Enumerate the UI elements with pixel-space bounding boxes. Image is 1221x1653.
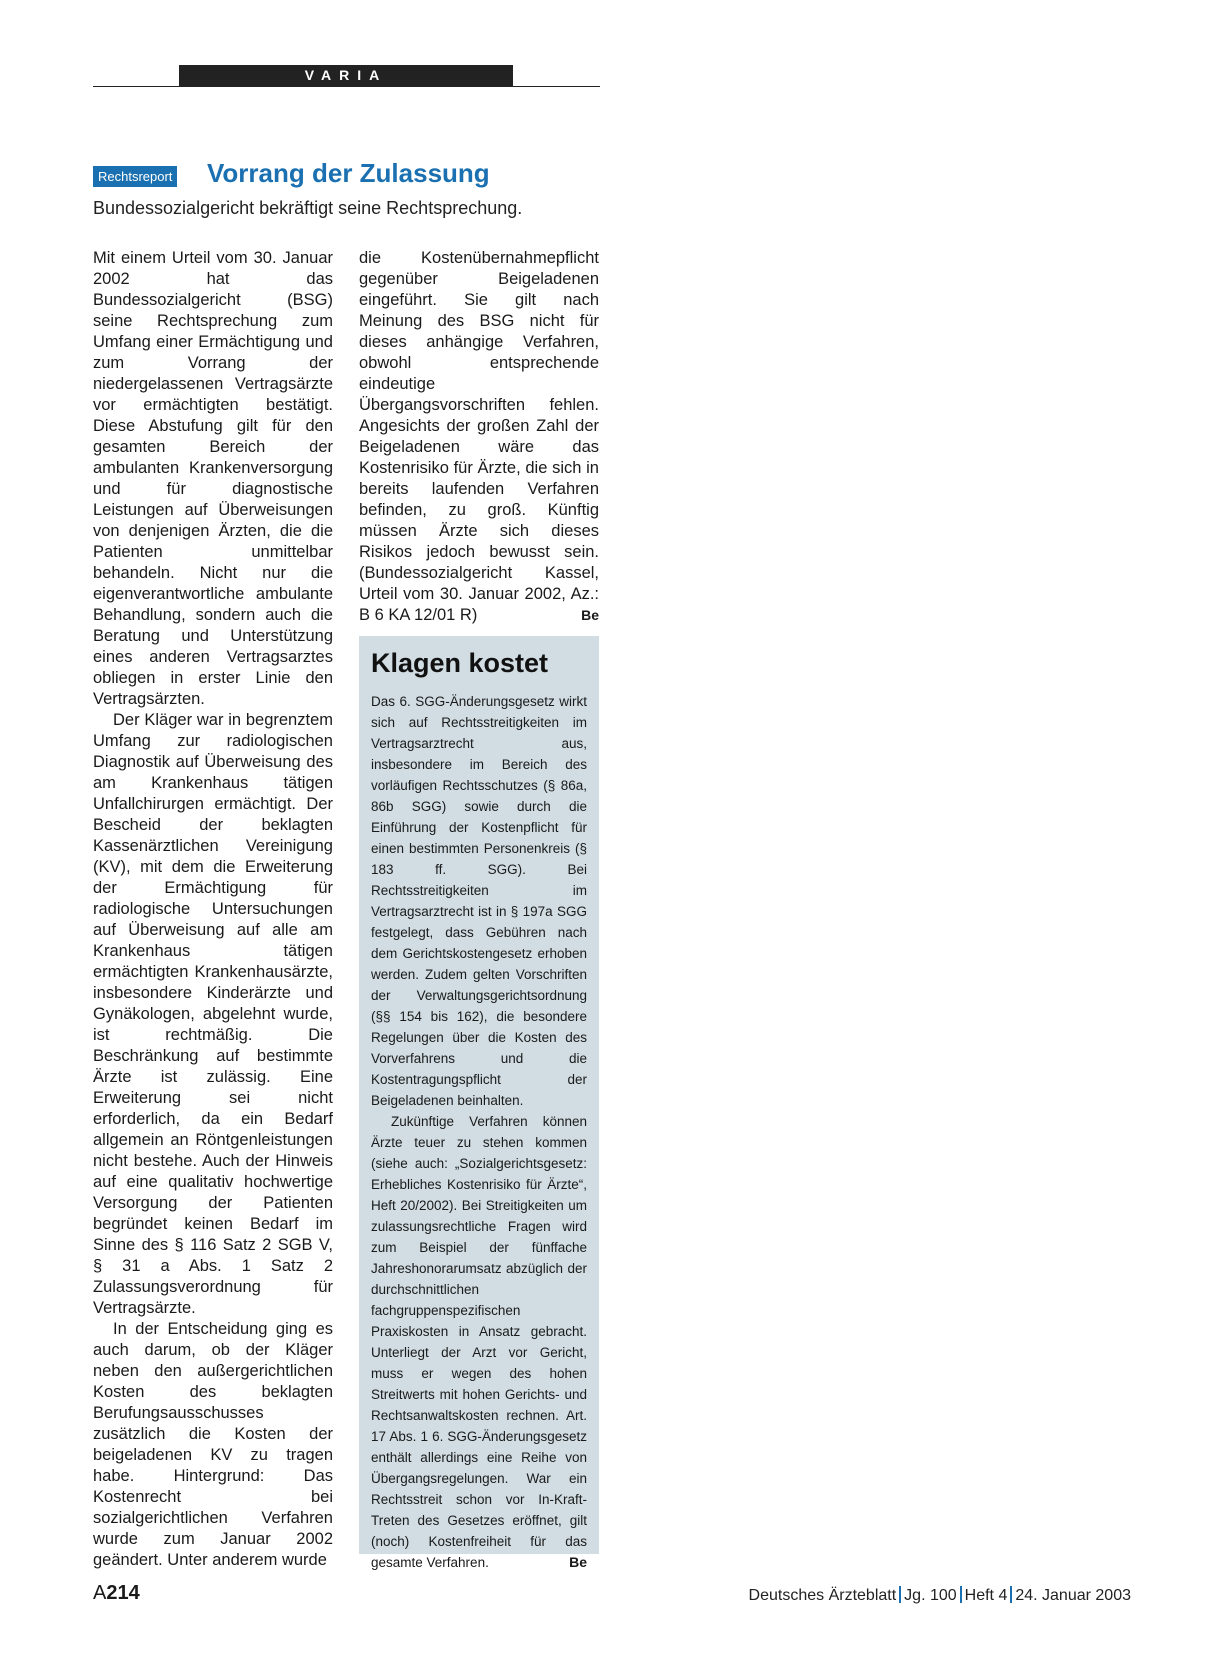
- author-signature: Be: [581, 607, 599, 623]
- info-box-text: Zukünftige Verfahren können Ärzte teuer zu stehen kommen (siehe auch: „Sozialgerichtsgesetz: Erhebliches Kostenrisiko für Ärzte“, Heft 20/2002). Bei Streitigkeiten um zulassungsrechtliche Fragen wird zum Beispiel der fünffache Jahreshonorarumsatz abzüglich der durchschnittlichen fachgruppenspezifischen Praxiskosten in Ansatz gebracht. Unterliegt der Arzt vor Gericht, muss er wegen des hohen Streitwerts mit hohen Gerichts- und Rechtsanwaltskosten rechnen. Art. 17 Abs. 1 6. SGG-Änderungsgesetz enthält allerdings eine Reihe von Übergangsregelungen. War ein Rechtsstreit schon vor In-Kraft-Treten des Gesetzes eröffnet, gilt (noch) Kostenfreiheit für das gesamte Verfahren.: [371, 1114, 587, 1570]
- header-rule: [93, 86, 600, 87]
- box-signature: Be: [569, 1554, 587, 1570]
- article-paragraph: In der Entscheidung ging es auch darum, ob der Kläger neben den außergerichtlichen Kosten des beklagten Berufungsausschusses zusätzlich die Kosten der beigeladenen KV zu tragen habe. Hintergrund: Das Kostenrecht bei sozialgerichtlichen Verfahren wurde zum Januar 2002 geändert. Unter anderem wurde: [93, 1320, 333, 1569]
- article-column-left: [93, 248, 333, 1571]
- journal-footer: [749, 1586, 1131, 1605]
- info-box-paragraph: [371, 1111, 587, 1573]
- footer-separator: [960, 1586, 962, 1603]
- footer-separator: [1010, 1586, 1012, 1603]
- journal-name: Deutsches Ärzteblatt: [748, 1587, 897, 1604]
- info-box: [359, 636, 599, 1570]
- article-paragraph: Der Kläger war in begrenztem Umfang zur radiologischen Diagnostik auf Überweisung des am Krankenhaus tätigen Unfallchirurgen ermächtigt. Der Bescheid der beklagten Kassenärztlichen Vereinigung (KV), mit dem die Erweiterung der Ermächtigung für radiologische Untersuchungen auf Überweisung auf alle am Krankenhaus tätigen ermächtigten Krankenhausärzte, insbesondere Kinderärzte und Gynäkologen, abgelehnt wurde, ist rechtmäßig. Die Beschränkung auf bestimmte Ärzte ist zulässig. Eine Erweiterung sei nicht erforderlich, da ein Bedarf allgemein an Röntgenleistungen nicht bestehe. Auch der Hinweis auf eine qualitativ hochwertige Versorgung der Patienten begründet keinen Bedarf im Sinne des § 116 Satz 2 SGB V, § 31 a Abs. 1 Satz 2 Zulassungsverordnung für Vertragsärzte.: [93, 711, 333, 1317]
- article-paragraph: [359, 248, 599, 626]
- journal-volume: Jg. 100: [904, 1587, 957, 1604]
- journal-date: 24. Januar 2003: [1015, 1587, 1131, 1604]
- info-box-title: Klagen kostet: [371, 648, 549, 678]
- rubric-tag: Rechtsreport: [93, 166, 177, 187]
- article-title: Vorrang der Zulassung: [207, 158, 490, 188]
- article-continuation: die Kostenübernahmepflicht gegenüber Beigeladenen eingeführt. Sie gilt nach Meinung des BSG nicht für dieses anhängige Verfahren, obwohl entsprechende eindeutige Übergangsvorschriften fehlen. Angesichts der großen Zahl der Beigeladenen wäre das Kostenrisiko für Ärzte, die sich in bereits laufenden Verfahren befinden, zu groß. Künftig müssen Ärzte sich dieses Risikos jedoch bewusst sein. (Bundessozialgericht Kassel, Urteil vom 30. Januar 2002, Az.: B 6 KA 12/01 R): [359, 249, 599, 624]
- article-column-middle: [359, 248, 599, 626]
- section-header: VARIA: [179, 65, 513, 86]
- article-subtitle: Bundessozialgericht bekräftigt seine Rechtsprechung.: [93, 198, 523, 218]
- journal-issue: Heft 4: [964, 1587, 1008, 1604]
- footer-separator: [899, 1586, 901, 1603]
- info-box-body: [371, 691, 587, 1573]
- article-paragraph: Mit einem Urteil vom 30. Januar 2002 hat das Bundessozialgericht (BSG) seine Rechtsprechung zum Umfang einer Ermächtigung und zum Vorrang der niedergelassenen Vertragsärzte vor ermächtigten bestätigt. Diese Abstufung gilt für den gesamten Bereich der ambulanten Krankenversorgung und für diagnostische Leistungen auf Überweisungen von denjenigen Ärzten, die die Patienten unmittelbar behandeln. Nicht nur die eigenverantwortliche ambulante Behandlung, sondern auch die Beratung und Unterstützung eines anderen Vertragsarztes obliegen in erster Linie den Vertragsärzten.: [93, 249, 333, 708]
- page-number: [93, 1582, 140, 1605]
- page-prefix: A: [93, 1582, 107, 1604]
- page-number-value: 214: [106, 1582, 140, 1604]
- info-box-paragraph: Das 6. SGG-Änderungsgesetz wirkt sich auf Rechtsstreitigkeiten im Vertragsarztrecht aus, insbesondere im Bereich des vorläufigen Rechtsschutzes (§ 86a, 86b SGG) sowie durch die Einführung der Kostenpflicht für einen bestimmten Personenkreis (§ 183 ff. SGG). Bei Rechtsstreitigkeiten im Vertragsarztrecht ist in § 197a SGG festgelegt, dass Gebühren nach dem Gerichtskostengesetz erhoben werden. Zudem gelten Vorschriften der Verwaltungsgerichtsordnung (§§ 154 bis 162), die besondere Regelungen über die Kosten des Vorverfahrens und die Kostentragungspflicht der Beigeladenen beinhalten.: [371, 694, 587, 1108]
